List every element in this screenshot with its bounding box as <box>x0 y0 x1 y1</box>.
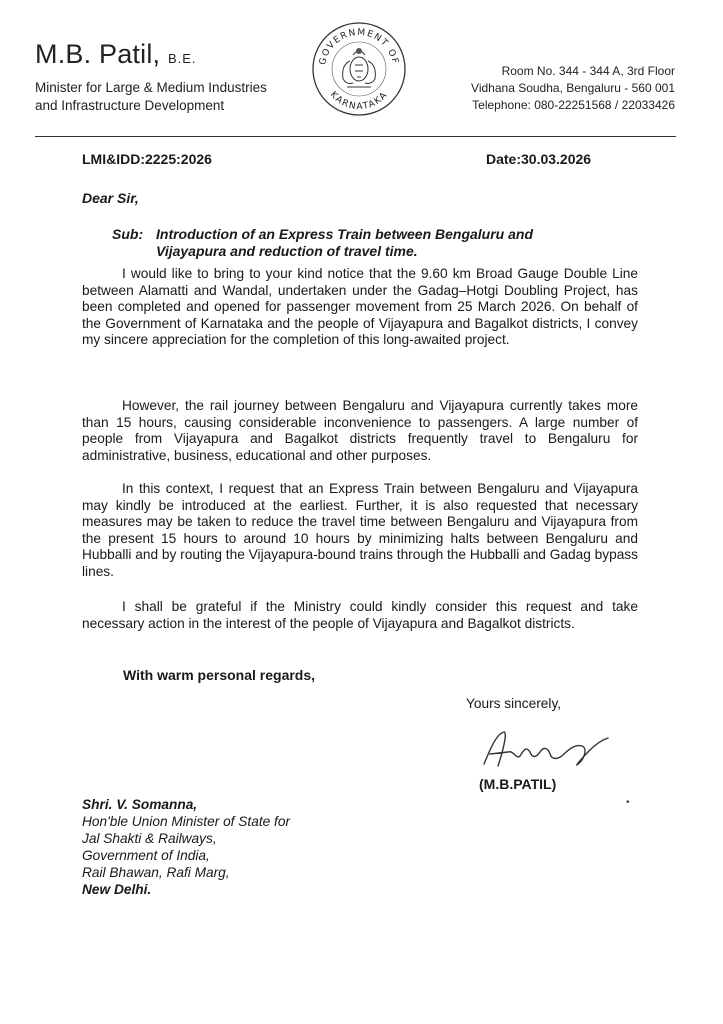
reference-number: LMI&IDD:2225:2026 <box>82 151 212 167</box>
government-seal-icon <box>311 21 407 117</box>
subject-label: Sub: <box>112 226 144 242</box>
address-line1: Room No. 344 - 344 A, 3rd Floor <box>501 64 675 78</box>
addressee-line1: Hon'ble Union Minister of State for <box>82 814 291 829</box>
header-divider <box>35 136 676 137</box>
minister-title-line2: and Infrastructure Development <box>35 98 225 113</box>
subject-line2: Vijayapura and reduction of travel time. <box>156 243 418 259</box>
addressee-line2: Jal Shakti & Railways, <box>82 831 217 846</box>
seal-text-bottom: KARNATAKA <box>327 89 391 113</box>
minister-title-line1: Minister for Large & Medium Industries <box>35 80 267 95</box>
minister-degree: B.E. <box>167 51 197 66</box>
address-line2: Vidhana Soudha, Bengaluru - 560 001 <box>471 81 675 95</box>
body-paragraph-2: However, the rail journey between Bengaluru and Vijayapura currently takes more than 15 hours, causing considerable inconvenience to passengers. A large number of people from Vijayapura and Bagalkot districts frequently travel to Bengaluru for administrative, business, educational and other purposes. <box>82 398 638 463</box>
seal-text-top: GOVERNMENT OF <box>318 27 400 66</box>
address-line3: Telephone: 080-22251568 / 22033426 <box>472 98 675 112</box>
closing-regards: With warm personal regards, <box>123 667 316 683</box>
subject-block <box>112 226 632 260</box>
handwritten-signature <box>478 720 618 776</box>
body-paragraph-1: I would like to bring to your kind notice that the 9.60 km Broad Gauge Double Line between Alamatti and Wandal, undertaken under the Gadag–Hotgi Doubling Project, has been completed and opened for passenger movement from 25 March 2026. On behalf of the Government of Karnataka and the people of Vijayapura and Bagalkot districts, I convey my sincere appreciation for the completion of this long-awaited project. <box>82 266 638 348</box>
minister-name <box>35 39 197 70</box>
stray-mark: • <box>626 797 630 808</box>
addressee-line3: Government of India, <box>82 848 210 863</box>
yours-sincerely: Yours sincerely, <box>466 696 562 711</box>
letter-date: Date:30.03.2026 <box>486 151 592 167</box>
body-paragraph-4: I shall be grateful if the Ministry could kindly consider this request and take necessary action in the interest of the people of Vijayapura and Bagalkot districts. <box>82 599 638 631</box>
addressee-line5: New Delhi. <box>82 882 152 897</box>
salutation: Dear Sir, <box>82 190 139 206</box>
body-paragraph-3: In this context, I request that an Express Train between Bengaluru and Vijayapura may kindly be introduced at the earliest. Further, it is also requested that necessary measures may be taken to reduce the travel time between Bengaluru and Vijayapura from the present 15 hours to around 10 hours by minimizing halts between Bengaluru and Hubballi and by routing the Vijayapura-bound trains through the Hubballi and Gadag bypass lines. <box>82 481 638 579</box>
minister-name-text: M.B. Patil, <box>35 39 161 69</box>
addressee-name: Shri. V. Somanna, <box>82 797 198 812</box>
addressee-line4: Rail Bhawan, Rafi Marg, <box>82 865 230 880</box>
signatory-name: (M.B.PATIL) <box>479 776 557 792</box>
subject-line1: Introduction of an Express Train between Bengaluru and <box>156 226 534 242</box>
